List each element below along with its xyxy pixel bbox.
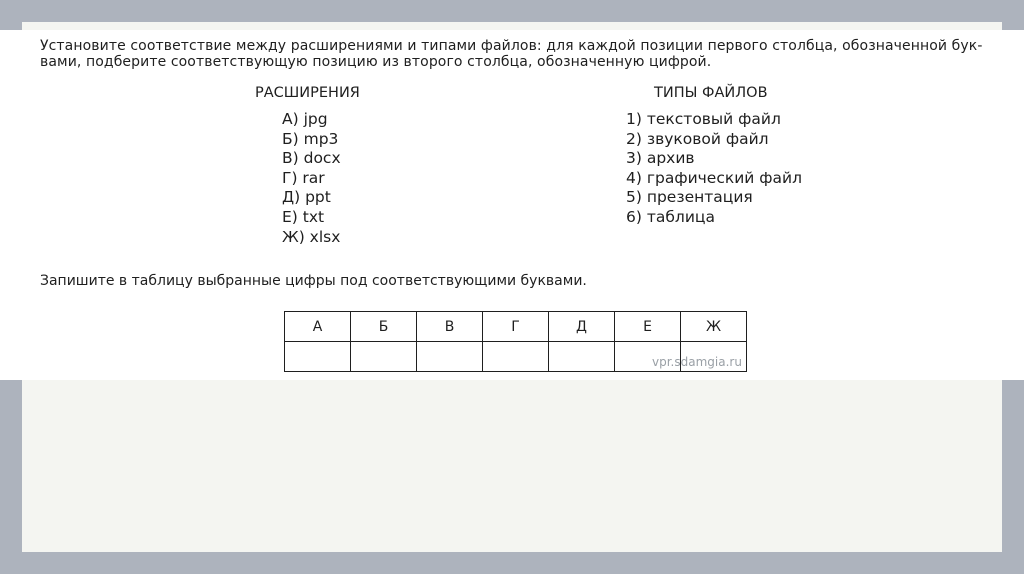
answer-cell[interactable] <box>351 342 417 372</box>
answer-header-cell: Б <box>351 312 417 342</box>
answer-cell[interactable] <box>549 342 615 372</box>
extension-item: Д) ppt <box>282 188 331 207</box>
answer-header-row <box>285 312 747 342</box>
extension-item: Ж) xlsx <box>282 227 341 246</box>
answer-header-cell: А <box>285 312 351 342</box>
answer-cell[interactable] <box>483 342 549 372</box>
file-types-heading: ТИПЫ ФАЙЛОВ <box>654 85 768 101</box>
file-type-item: 6) таблица <box>626 207 715 226</box>
answer-instruction: Запишите в таблицу выбранные цифры под соответствующими буквами. <box>40 273 587 289</box>
answer-header-cell: Ж <box>681 312 747 342</box>
extensions-list <box>282 110 341 247</box>
answer-header-cell: Г <box>483 312 549 342</box>
answer-header-cell: В <box>417 312 483 342</box>
task-sheet <box>0 30 1024 380</box>
answer-cell[interactable] <box>417 342 483 372</box>
file-type-item: 4) графический файл <box>626 168 803 187</box>
file-types-list <box>626 110 802 228</box>
extension-item: Б) mp3 <box>282 129 339 148</box>
extension-item: Е) txt <box>282 207 325 226</box>
task-intro-line: Установите соответствие между расширениями и типами файлов: для каждой позиции первого столбца, обозначенной бук- <box>40 38 983 54</box>
answer-header-cell: Д <box>549 312 615 342</box>
watermark: vpr.sdamgia.ru <box>652 355 742 369</box>
file-type-item: 2) звуковой файл <box>626 129 769 148</box>
task-intro-line: вами, подберите соответствующую позицию из второго столбца, обозначенную цифрой. <box>40 54 712 70</box>
extension-item: В) docx <box>282 149 341 168</box>
extension-item: А) jpg <box>282 110 328 128</box>
answer-cell[interactable] <box>285 342 351 372</box>
extension-item: Г) rar <box>282 168 325 187</box>
extensions-heading: РАСШИРЕНИЯ <box>255 85 360 101</box>
file-type-item: 5) презентация <box>626 188 753 207</box>
file-type-item: 3) архив <box>626 149 695 168</box>
file-type-item: 1) текстовый файл <box>626 110 781 128</box>
answer-header-cell: Е <box>615 312 681 342</box>
